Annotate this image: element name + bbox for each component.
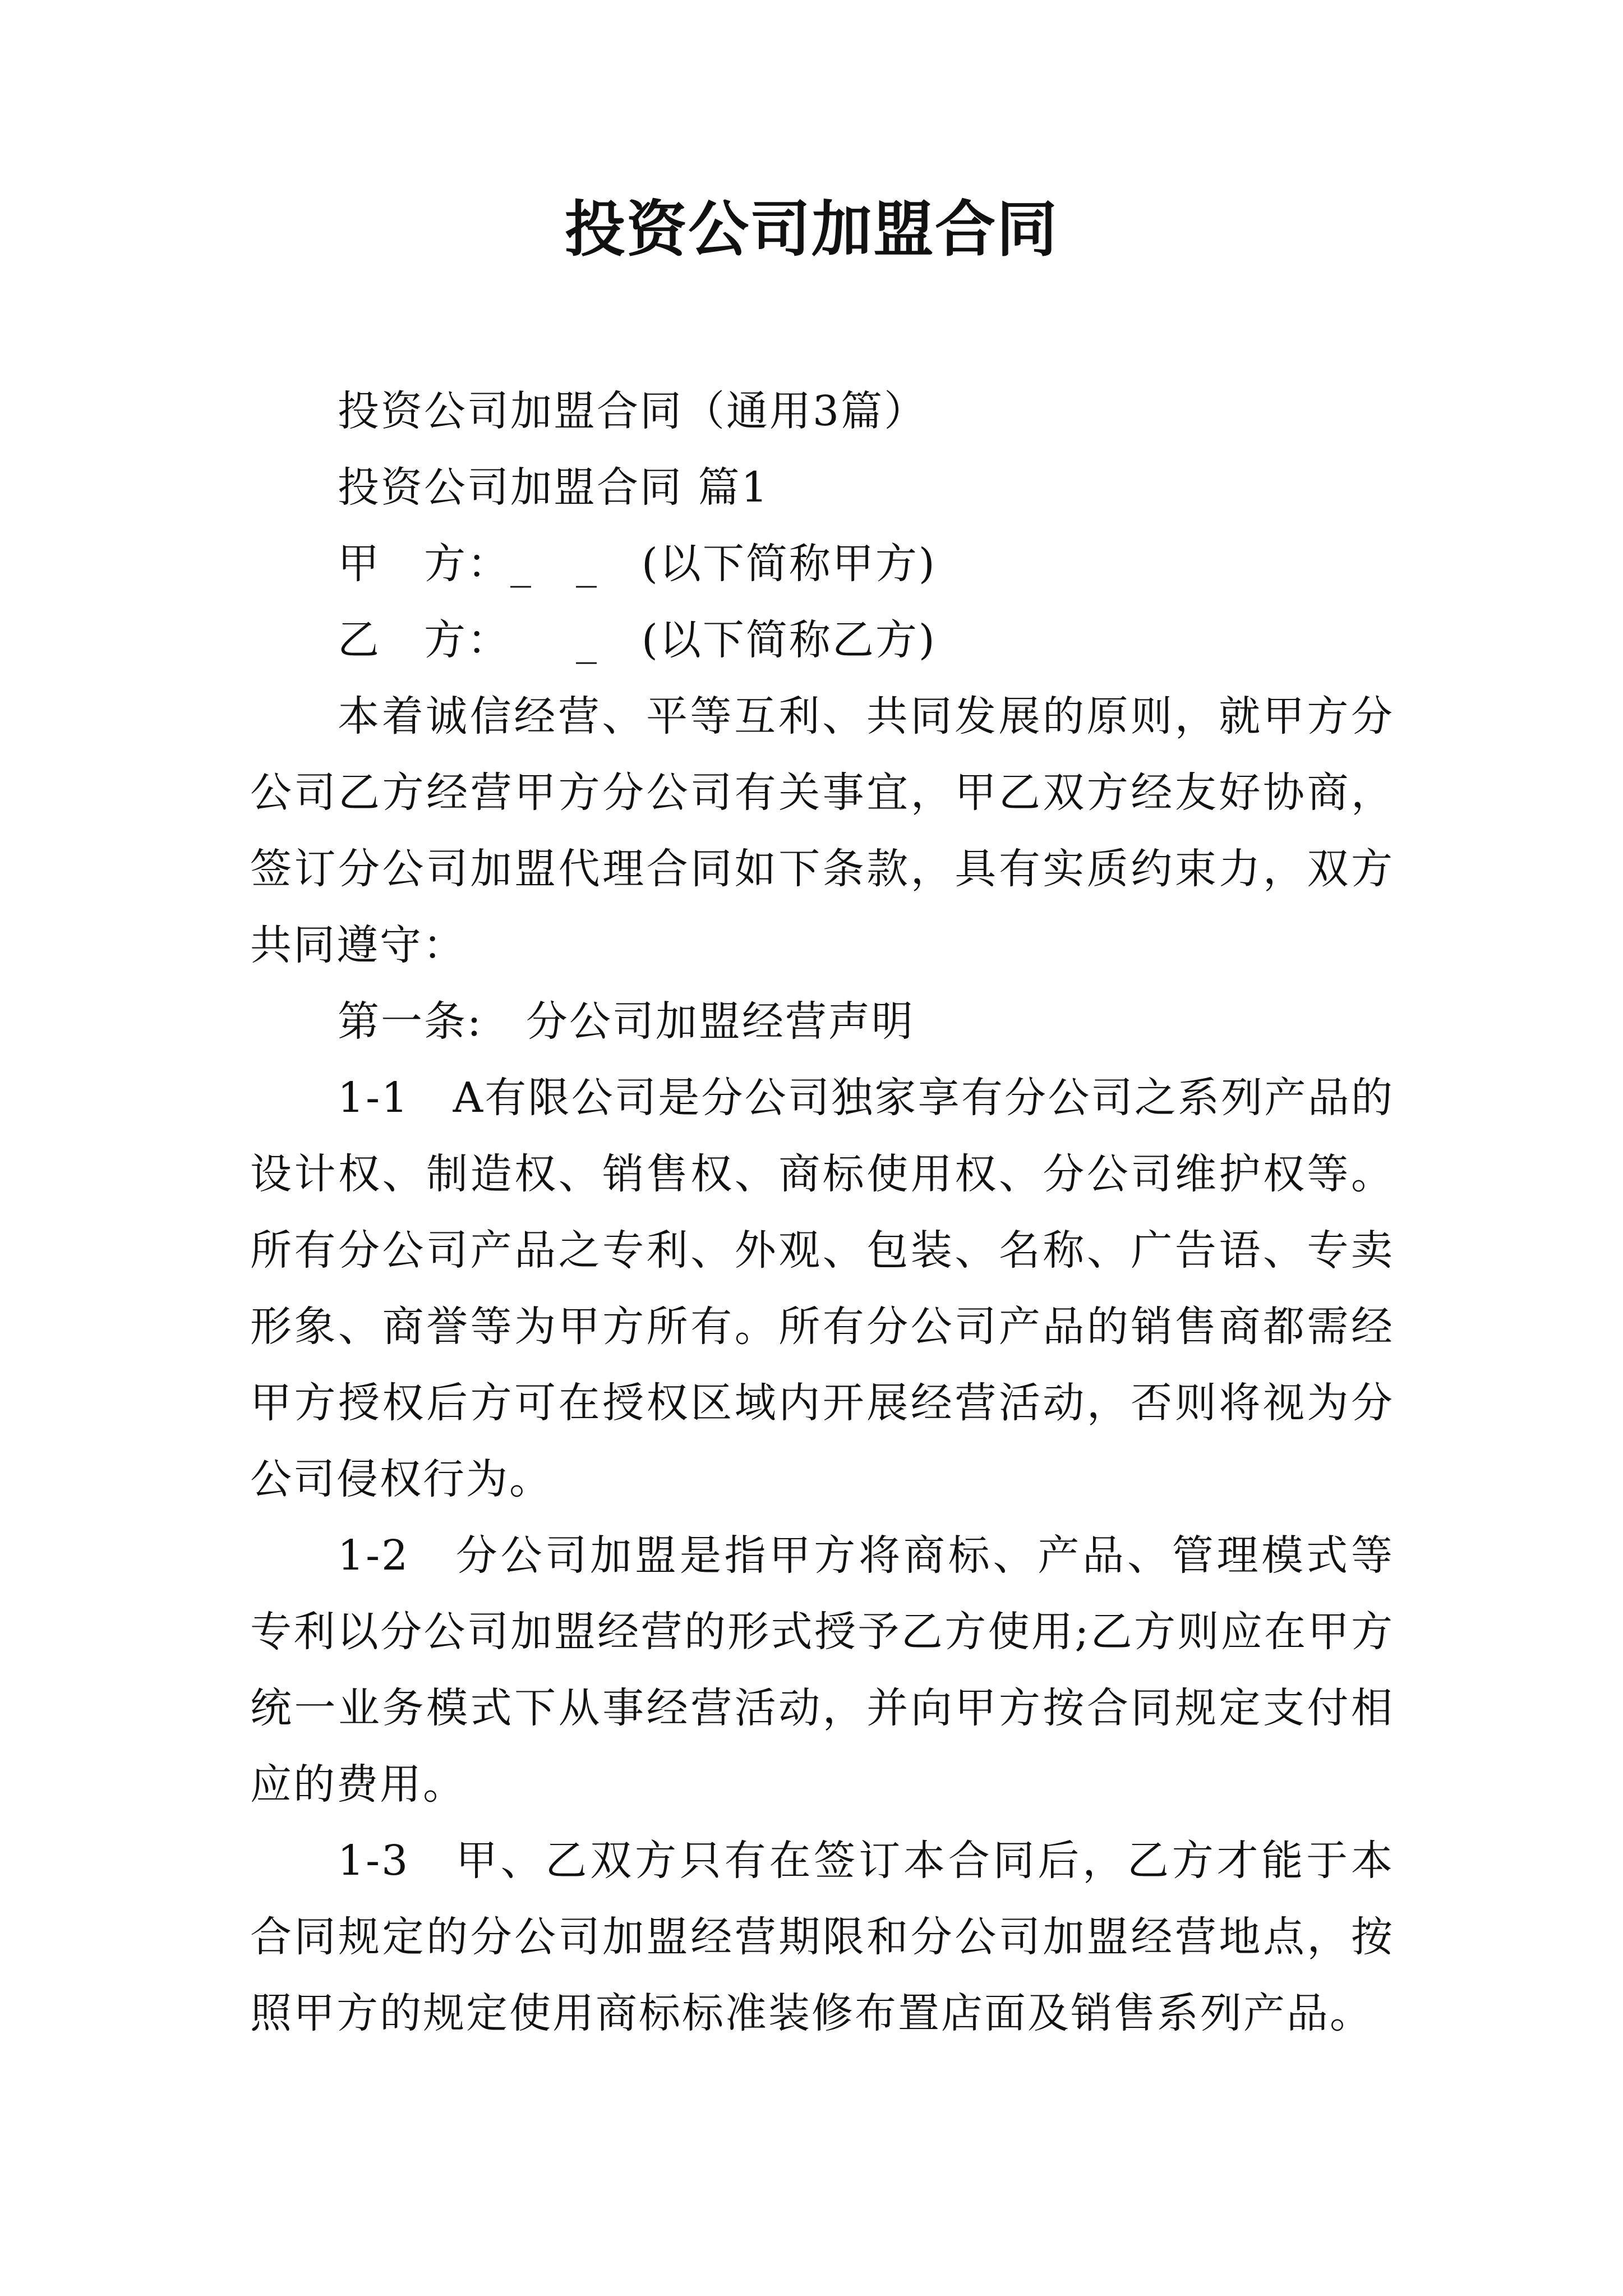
party-b-line: 乙 方： _ (以下简称乙方) xyxy=(338,616,937,664)
preamble-paragraph: 本着诚信经营、平等互利、共同发展的原则，就甲方分公司乙方经营甲方分公司有关事宜，甲乙双方经友好协商，签订分公司加盟代理合同如下条款，具有实质约束力，双方共同遵守： xyxy=(250,692,1394,969)
clause-1-1: 1-1 A有限公司是分公司独家享有分公司之系列产品的设计权、制造权、销售权、商标使用权、分公司维护权等。所有分公司产品之专利、外观、包装、名称、广告语、专卖形象、商誉等为甲方所有。所有分公司产品的销售商都需经甲方授权后方可在授权区域内开展经营活动，否则将视为分公司侵权行为。 xyxy=(250,1074,1394,1503)
section-heading: 投资公司加盟合同 篇1 xyxy=(338,463,769,512)
clause-1-2: 1-2 分公司加盟是指甲方将商标、产品、管理模式等专利以分公司加盟经营的形式授予乙方使用;乙方则应在甲方统一业务模式下从事经营活动，并向甲方按合同规定支付相应的费用。 xyxy=(250,1531,1394,1809)
document-body xyxy=(250,373,1394,2051)
party-a-line: 甲 方：_ _ (以下简称甲方) xyxy=(338,540,937,588)
clause-1-3: 1-3 甲、乙双方只有在签订本合同后，乙方才能于本合同规定的分公司加盟经营期限和分公司加盟经营地点，按照甲方的规定使用商标标准装修布置店面及销售系列产品。 xyxy=(250,1837,1394,2037)
article-1-heading: 第一条: 分公司加盟经营声明 xyxy=(338,997,915,1046)
document-title: 投资公司加盟合同 xyxy=(564,195,1058,265)
document-subtitle: 投资公司加盟合同（通用3篇） xyxy=(338,387,928,435)
